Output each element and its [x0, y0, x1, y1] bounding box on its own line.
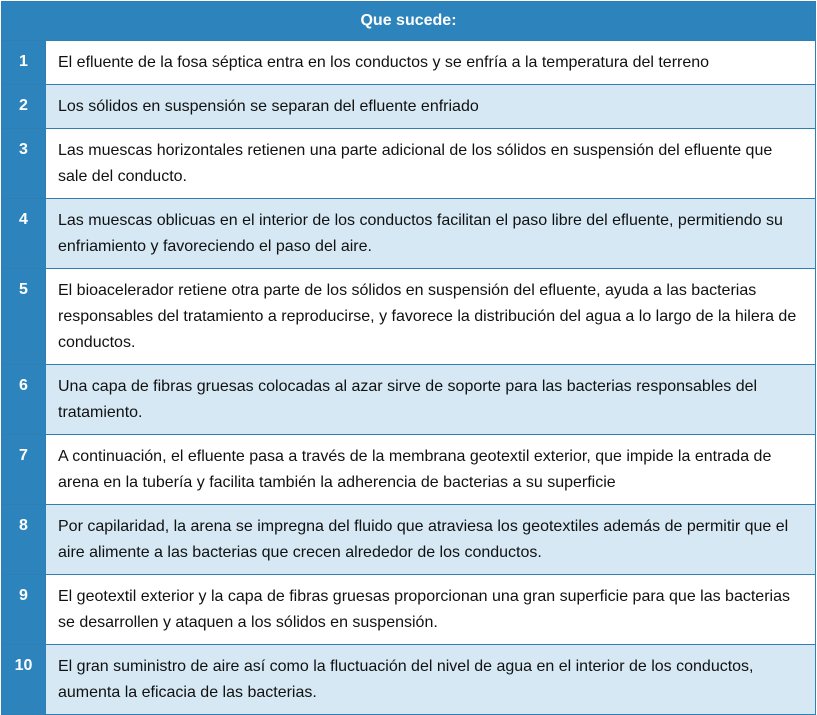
table-row — [2, 129, 816, 199]
step-description: Una capa de fibras gruesas colocadas al azar sirve de soporte para las bacterias responsables del tratamiento. — [46, 365, 816, 435]
table-row — [2, 199, 816, 269]
step-description: El bioacelerador retiene otra parte de los sólidos en suspensión del efluente, ayuda a las bacterias responsables del tratamiento a reproducirse, y favorece la distribución del agua a lo largo de la hilera de conductos. — [46, 269, 816, 365]
step-description: El geotextil exterior y la capa de fibras gruesas proporcionan una gran superficie para que las bacterias se desarrollen y ataquen a los sólidos en suspensión. — [46, 575, 816, 645]
table-row — [2, 505, 816, 575]
table-row — [2, 85, 816, 129]
table-row — [2, 575, 816, 645]
table-header: Que sucede: — [2, 2, 816, 41]
step-description: Las muescas oblicuas en el interior de los conductos facilitan el paso libre del efluente, permitiendo su enfriamiento y favoreciendo el paso del aire. — [46, 199, 816, 269]
step-number: 1 — [2, 41, 46, 85]
step-number: 3 — [2, 129, 46, 199]
step-number: 7 — [2, 435, 46, 505]
table-row — [2, 41, 816, 85]
table-header-row — [2, 2, 816, 41]
step-number: 8 — [2, 505, 46, 575]
process-steps-table — [1, 1, 816, 715]
step-description: El efluente de la fosa séptica entra en los conductos y se enfría a la temperatura del terreno — [46, 41, 816, 85]
step-description: Las muescas horizontales retienen una parte adicional de los sólidos en suspensión del efluente que sale del conducto. — [46, 129, 816, 199]
step-number: 2 — [2, 85, 46, 129]
table-row — [2, 435, 816, 505]
table-row — [2, 365, 816, 435]
step-description: Por capilaridad, la arena se impregna del fluido que atraviesa los geotextiles además de permitir que el aire alimente a las bacterias que crecen alrededor de los conductos. — [46, 505, 816, 575]
step-number: 9 — [2, 575, 46, 645]
step-description: A continuación, el efluente pasa a través de la membrana geotextil exterior, que impide la entrada de arena en la tubería y facilita también la adherencia de bacterias a su superficie — [46, 435, 816, 505]
step-number: 10 — [2, 645, 46, 715]
step-number: 6 — [2, 365, 46, 435]
table-row — [2, 645, 816, 715]
table-row — [2, 269, 816, 365]
step-description: El gran suministro de aire así como la fluctuación del nivel de agua en el interior de los conductos, aumenta la eficacia de las bacterias. — [46, 645, 816, 715]
step-number: 5 — [2, 269, 46, 365]
step-description: Los sólidos en suspensión se separan del efluente enfriado — [46, 85, 816, 129]
step-number: 4 — [2, 199, 46, 269]
